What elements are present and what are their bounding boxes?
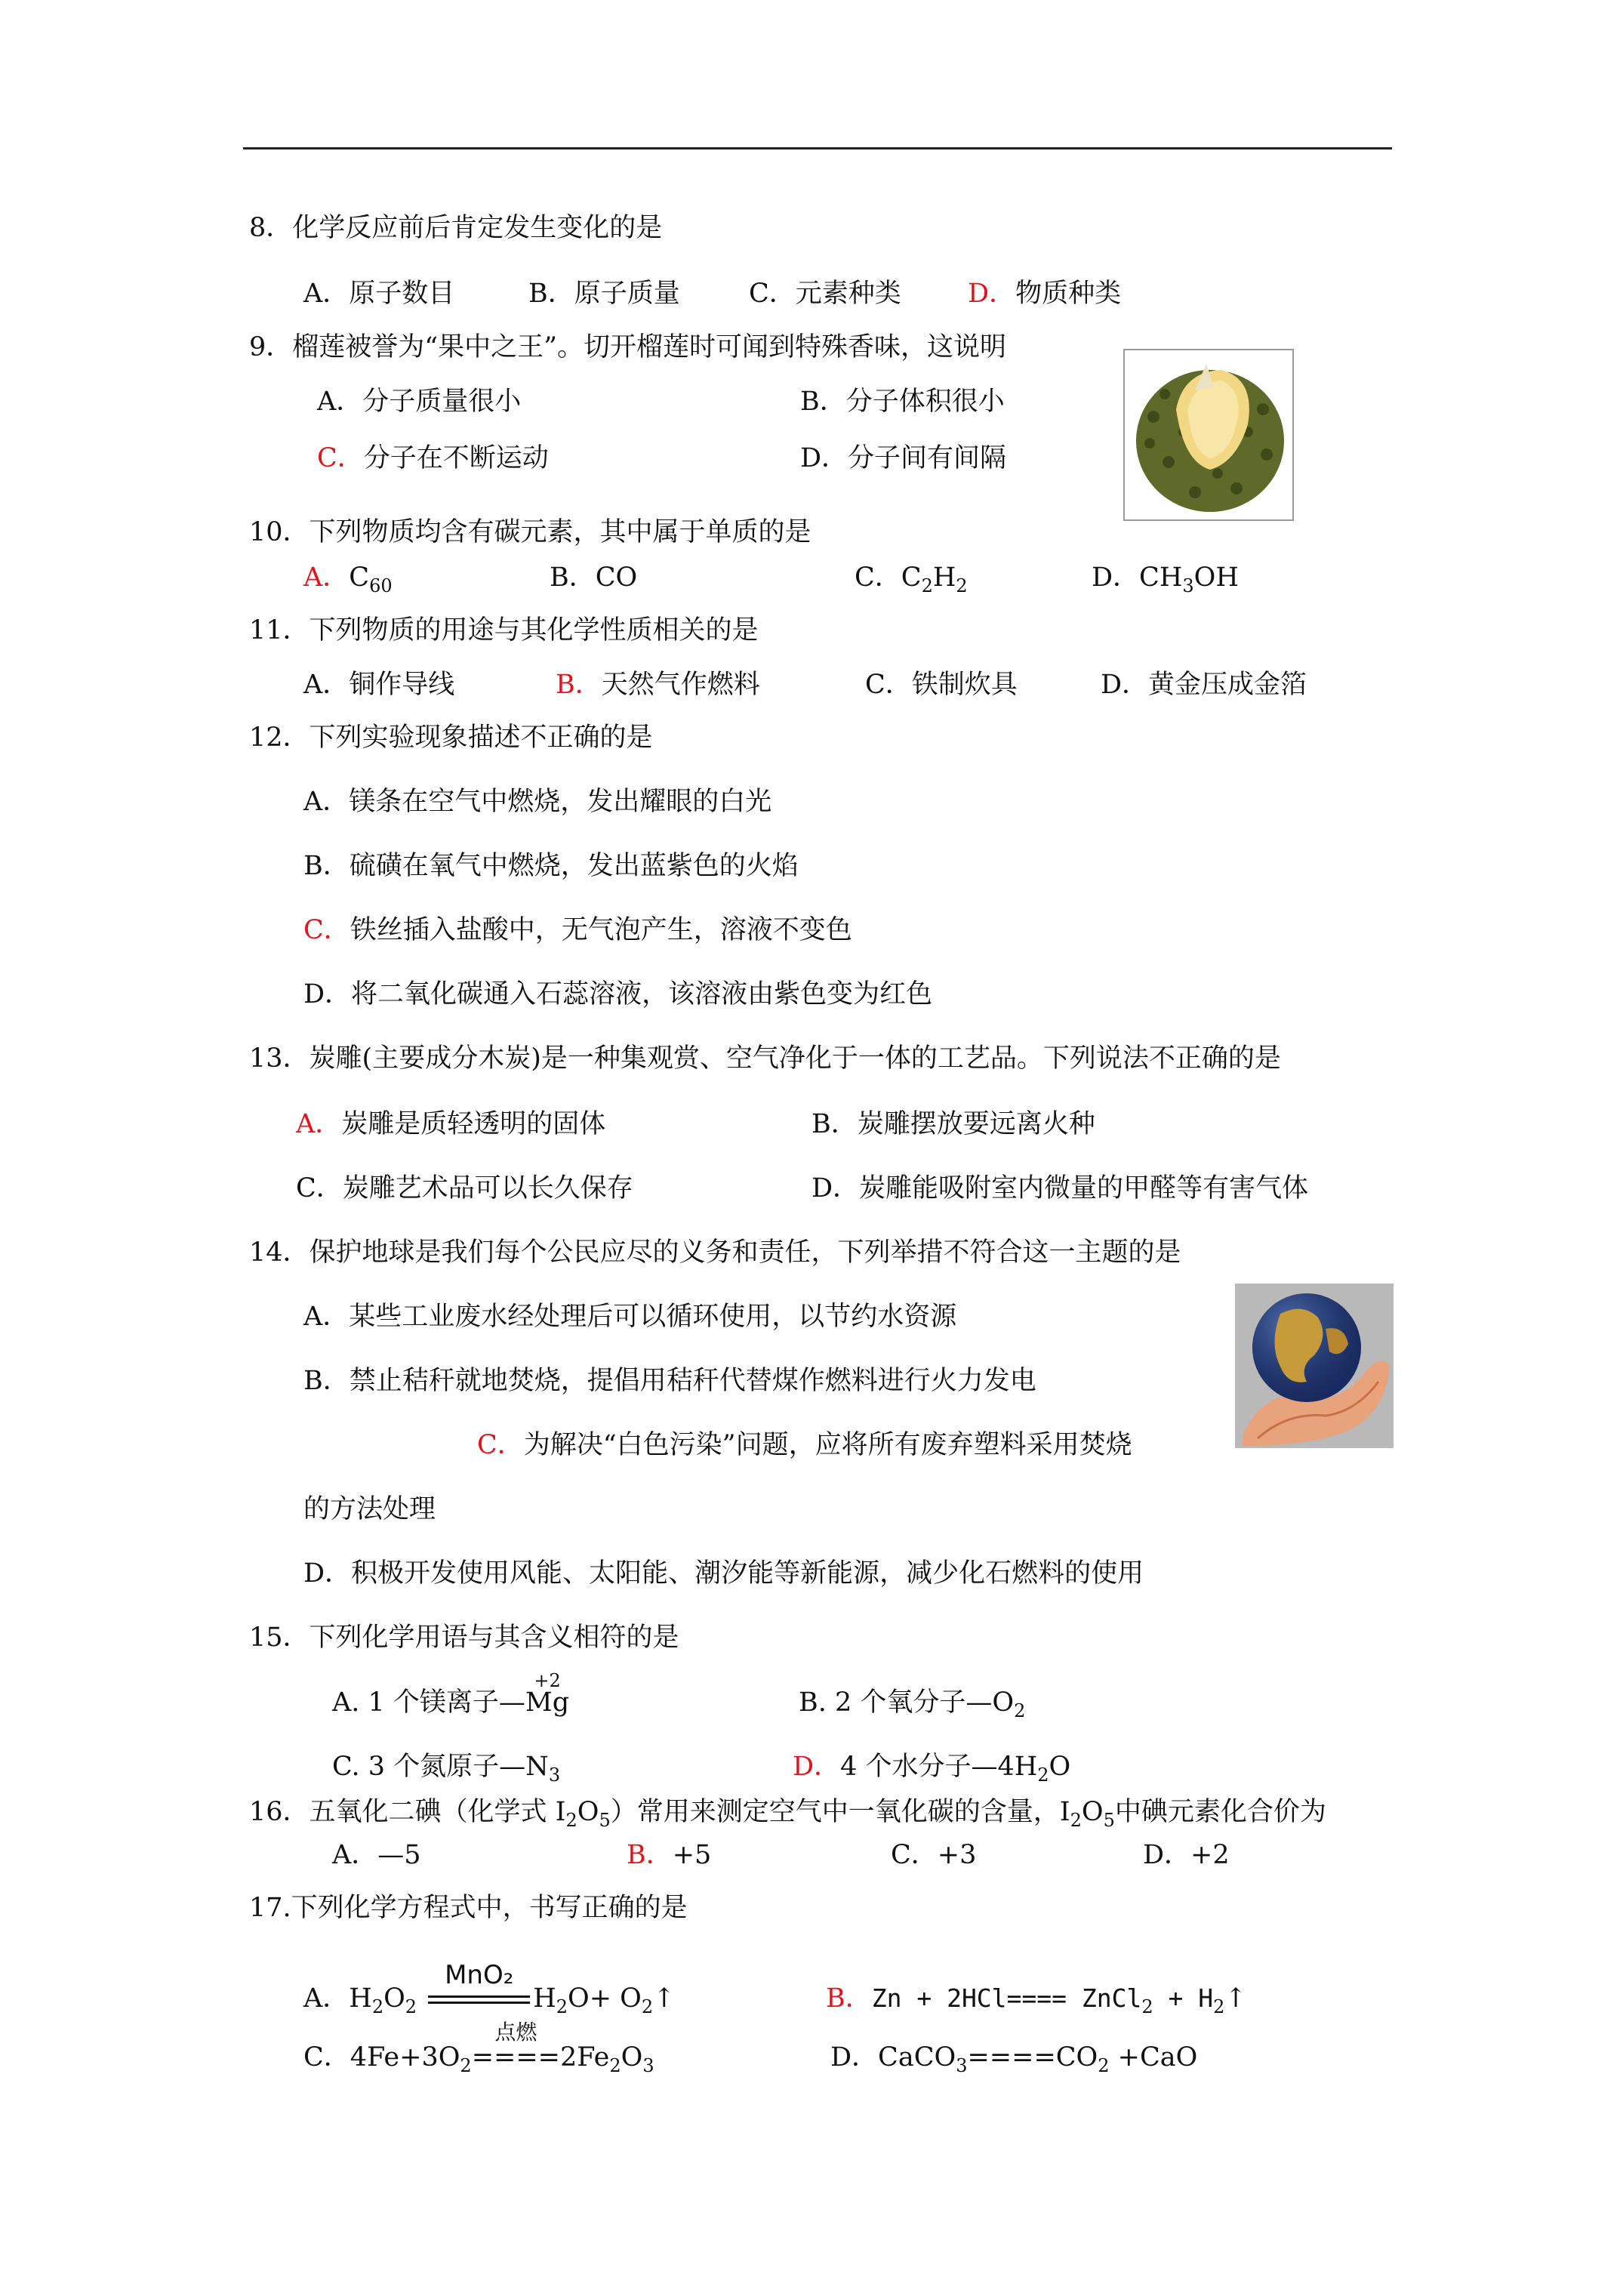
q14-option-d: D．积极开发使用风能、太阳能、潮汐能等新能源，减少化石燃料的使用 (303, 1558, 1144, 1589)
q16-option-c: C．+3 (891, 1840, 977, 1870)
answer-mark: A． (296, 1109, 342, 1139)
question-13-stem: 13．炭雕(主要成分木炭)是一种集观赏、空气净化于一体的工艺品。下列说法不正确的是 (249, 1043, 1281, 1074)
q17-option-a: A．$H_2O_2$ MnO₂ $H_2O+$ $O_2↑$ (303, 1959, 676, 2017)
q9-option-a: A．分子质量很小 (317, 387, 522, 417)
q15-option-d: D．4 个水分子$—4H_2O$ (793, 1752, 1071, 1786)
q14-option-a: A．某些工业废水经处理后可以循环使用，以节约水资源 (303, 1302, 957, 1332)
ignite-equals: 点燃 ==== (471, 2020, 561, 2073)
q16-option-b: B．+5 (627, 1840, 712, 1870)
q9-option-c: C．分子在不断运动 (317, 443, 549, 473)
q10-option-c: C．$C_2H_2$ (855, 562, 968, 596)
q12-option-b: B．硫磺在氧气中燃烧，发出蓝紫色的火焰 (303, 851, 799, 881)
q14-option-b: B．禁止秸秆就地焚烧，提倡用秸秆代替煤作燃料进行火力发电 (303, 1366, 1036, 1396)
q12-option-c: C．铁丝插入盐酸中，无气泡产生，溶液不变色 (303, 915, 852, 945)
q10-option-d: D．$CH_3OH$ (1092, 562, 1239, 596)
ion-symbol: +2 Mg (525, 1670, 570, 1718)
q11-option-a: A．铜作导线 (303, 670, 455, 700)
question-11-stem: 11．下列物质的用途与其化学性质相关的是 (249, 615, 759, 646)
q8-option-b: B．原子质量 (528, 279, 680, 309)
q13-option-c: C．炭雕艺术品可以长久保存 (296, 1173, 633, 1203)
answer-mark: D． (968, 279, 1016, 309)
q16-option-d: D．+2 (1143, 1840, 1230, 1870)
q9-option-d: D．分子间有间隔 (800, 443, 1007, 473)
answer-mark: D． (793, 1752, 841, 1782)
answer-mark: B． (826, 1983, 872, 2014)
answer-mark: B． (556, 670, 602, 700)
q10-option-b: B．CO (550, 562, 638, 593)
answer-mark: C． (317, 443, 364, 473)
q17-option-d: D．$CaCO_3====CO_2 +CaO$ (830, 2042, 1198, 2076)
durian-image (1123, 349, 1294, 521)
q15-option-a: A. 1 个镁离子— +2 Mg (332, 1670, 570, 1718)
q14-option-c-continued: 的方法处理 (303, 1494, 436, 1524)
q13-option-d: D．炭雕能吸附室内微量的甲醛等有害气体 (812, 1173, 1309, 1203)
q13-option-a: A．炭雕是质轻透明的固体 (296, 1109, 606, 1139)
header-rule (243, 147, 1392, 149)
globe-hand-image (1235, 1284, 1394, 1448)
q10-option-a: A．$C_{60}$ (303, 562, 393, 596)
question-17-stem: 17.下列化学方程式中，书写正确的是 (249, 1893, 688, 1923)
answer-mark: C． (477, 1430, 524, 1460)
q8-option-c: C．元素种类 (749, 279, 901, 309)
catalyst-equals: MnO₂ (428, 1994, 530, 2006)
question-16-stem: 16．五氧化二碘（化学式 $I_2O_5$）常用来测定空气中一氧化碳的含量，$I_2O_5$中碘元素化合价为 (249, 1797, 1326, 1831)
q12-option-a: A．镁条在空气中燃烧，发出耀眼的白光 (303, 787, 772, 817)
q8-option-d: D．物质种类 (968, 279, 1122, 309)
q13-option-b: B．炭雕摆放要远离火种 (812, 1109, 1095, 1139)
question-9-stem: 9．榴莲被誉为“果中之王”。切开榴莲时可闻到特殊香味，这说明 (249, 332, 1007, 362)
q11-option-d: D．黄金压成金箔 (1101, 670, 1307, 700)
q14-option-c: C．为解决“白色污染”问题，应将所有废弃塑料采用焚烧 (477, 1430, 1132, 1460)
answer-mark: B． (627, 1840, 673, 1870)
q17-option-c: C．$4Fe+3O_2$ 点燃 $====2Fe_2O_3$ (303, 2020, 654, 2076)
q17-option-b: B．Zn + 2HCl==== ZnCl$_2$ + $H_2↑$ (826, 1983, 1247, 2017)
question-15-stem: 15．下列化学用语与其含义相符的是 (249, 1623, 679, 1653)
question-10-stem: 10．下列物质均含有碳元素，其中属于单质的是 (249, 517, 812, 547)
question-8-stem: 8．化学反应前后肯定发生变化的是 (249, 213, 663, 243)
q11-option-c: C．铁制炊具 (865, 670, 1018, 700)
q8-option-a: A．原子数目 (303, 279, 455, 309)
q11-option-b: B．天然气作燃料 (556, 670, 760, 700)
q15-option-c: C. 3 个氮原子$—N_3$ (332, 1752, 561, 1786)
question-12-stem: 12．下列实验现象描述不正确的是 (249, 723, 653, 753)
q15-option-b: B. 2 个氧分子$—O_2$ (799, 1687, 1026, 1721)
q16-option-a: A．—5 (332, 1840, 421, 1870)
q12-option-d: D．将二氧化碳通入石蕊溶液，该溶液由紫色变为红色 (303, 979, 933, 1009)
answer-mark: C． (303, 915, 350, 945)
answer-mark: A． (303, 562, 350, 593)
q9-option-b: B．分子体积很小 (800, 387, 1005, 417)
question-14-stem: 14．保护地球是我们每个公民应尽的义务和责任，下列举措不符合这一主题的是 (249, 1237, 1181, 1268)
